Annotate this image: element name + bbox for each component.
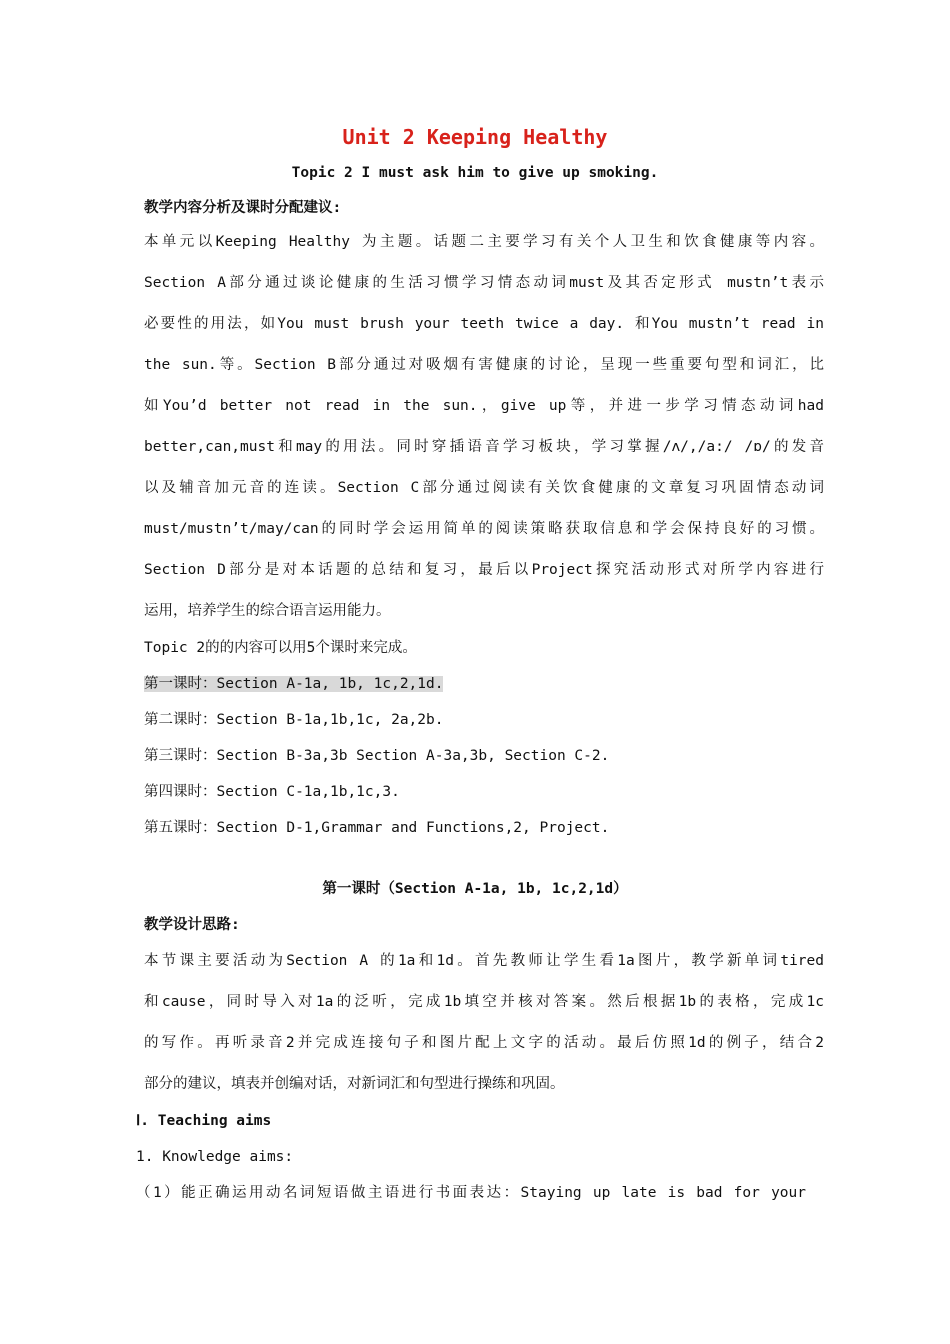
highlighted-period: 第一课时：Section A-1a, 1b, 1c,2,1d. — [144, 676, 444, 692]
unit-title: Unit 2 Keeping Healthy — [342, 125, 608, 149]
analysis-line: 如You’d better not read in the sun.，give up等，并进一步学习情态动词had — [144, 398, 824, 414]
knowledge-aims: 1. Knowledge aims: — [136, 1149, 294, 1165]
analysis-line: the sun.等。Section B部分通过对吸烟有害健康的讨论，呈现一些重要句型和词汇，比 — [144, 357, 824, 373]
design-line: 部分的建议，填表并创编对话，对新词汇和句型进行操练和巩固。 — [144, 1076, 565, 1092]
analysis-line: Section A部分通过谈论健康的生活习惯学习情态动词must及其否定形式 mustn’t表示 — [144, 275, 824, 291]
analysis-line: 本单元以Keeping Healthy 为主题。话题二主要学习有关个人卫生和饮食健康等内容。 — [144, 234, 824, 250]
teaching-aims-heading: Ⅰ. Teaching aims — [136, 1113, 272, 1129]
analysis-line: 以及辅音加元音的连读。Section C部分通过阅读有关饮食健康的文章复习巩固情态动词 — [144, 480, 824, 496]
topic-title: Topic 2 I must ask him to give up smoking. — [291, 165, 659, 181]
period-item — [144, 674, 824, 694]
design-line: 本节课主要活动为Section A 的1a和1d。首先教师让学生看1a图片，教学新单词tired — [144, 953, 824, 969]
period-intro: Topic 2的的内容可以用5个课时来完成。 — [144, 640, 417, 656]
analysis-heading: 教学内容分析及课时分配建议: — [144, 200, 342, 216]
design-line: 和cause，同时导入对1a的泛听，完成1b填空并核对答案。然后根据1b的表格，完成1c — [144, 994, 824, 1010]
analysis-line: 运用，培养学生的综合语言运用能力。 — [144, 603, 391, 619]
aim-item: （1）能正确运用动名词短语做主语进行书面表达：Staying up late is bad for your — [136, 1185, 806, 1201]
period-item: 第二课时：Section B-1a,1b,1c, 2a,2b. — [144, 712, 444, 728]
period-item: 第三课时：Section B-3a,3b Section A-3a,3b, Section C-2. — [144, 748, 610, 764]
design-heading: 教学设计思路: — [144, 917, 240, 933]
period-item: 第五课时：Section D-1,Grammar and Functions,2, Project. — [144, 820, 610, 836]
analysis-line: 必要性的用法，如You must brush your teeth twice a day. 和You mustn’t read in — [144, 316, 824, 332]
analysis-line: must/mustn’t/may/can的同时学会运用简单的阅读策略获取信息和学会保持良好的习惯。 — [144, 521, 824, 537]
period-item: 第四课时：Section C-1a,1b,1c,3. — [144, 784, 400, 800]
analysis-line: better,can,must和may的用法。同时穿插语音学习板块，学习掌握/ʌ/,/a:/ /ɒ/的发音 — [144, 439, 824, 455]
lesson-title: 第一课时（Section A-1a, 1b, 1c,2,1d） — [322, 881, 628, 897]
analysis-line: Section D部分是对本话题的总结和复习，最后以Project探究活动形式对所学内容进行 — [144, 562, 824, 578]
design-line: 的写作。再听录音2并完成连接句子和图片配上文字的活动。最后仿照1d的例子，结合2 — [144, 1035, 824, 1051]
